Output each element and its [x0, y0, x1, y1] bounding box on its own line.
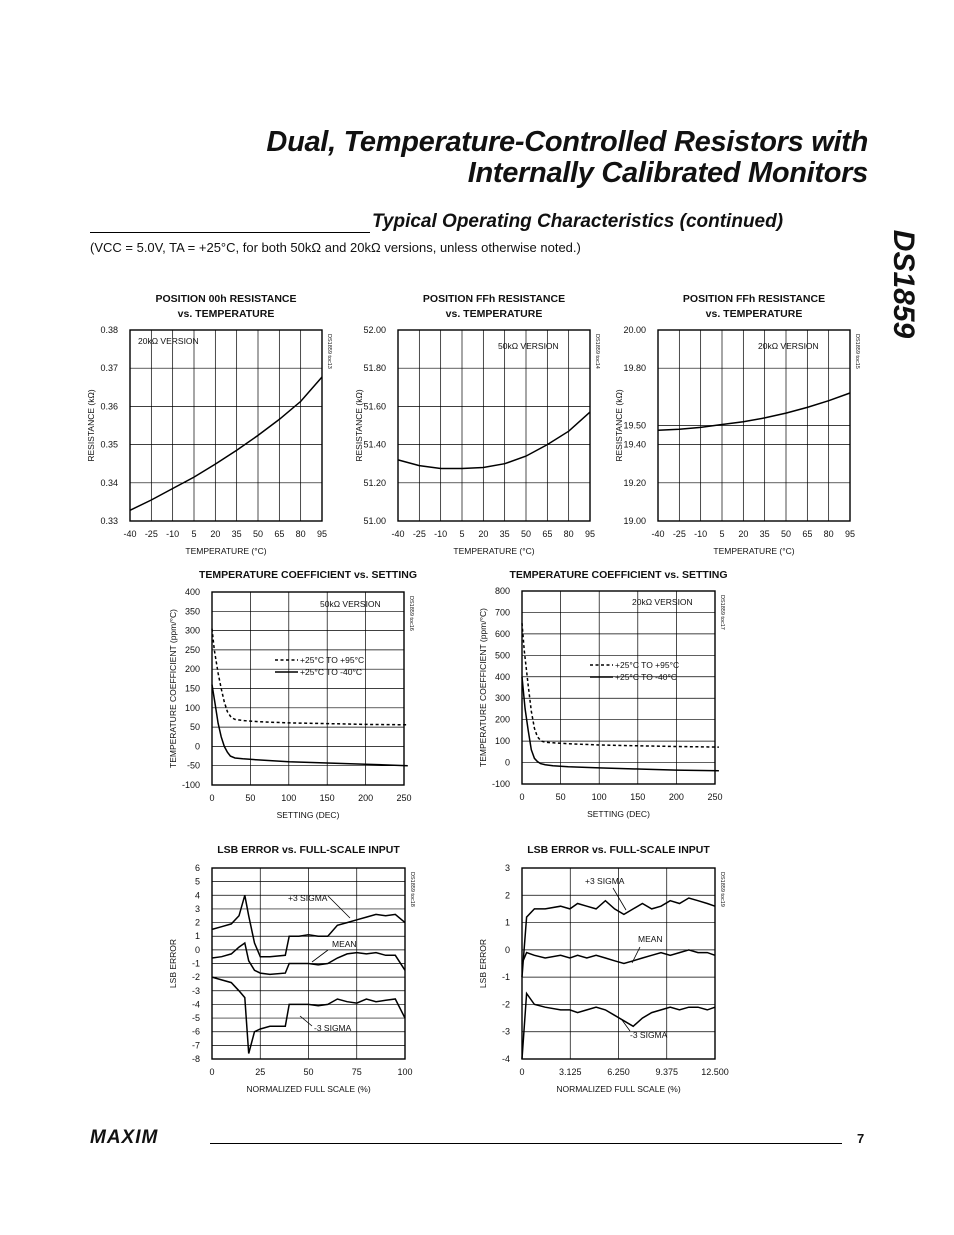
version-annotation: 20kΩ VERSION [632, 597, 693, 607]
y-tick-label: -8 [191, 1054, 200, 1064]
chart-tempco-50k [160, 563, 430, 823]
x-tick-label: 20 [478, 529, 489, 539]
series-label: MEAN [332, 939, 357, 949]
version-annotation: 50kΩ VERSION [498, 341, 559, 351]
y-tick-label: 250 [184, 644, 200, 655]
y-tick-label: 3 [504, 863, 510, 873]
x-tick-label: 0 [209, 793, 215, 803]
figure-code: DS1859 toc14 [594, 334, 600, 369]
document-title-line-2: Internally Calibrated Monitors [467, 157, 868, 189]
maxim-logo-text: MAXIM [90, 1128, 159, 1146]
x-tick-label: 150 [319, 793, 335, 803]
y-tick-label: 200 [184, 664, 200, 675]
x-tick-label: 100 [281, 793, 297, 803]
series-line [130, 377, 322, 510]
y-tick-label: 19.20 [623, 477, 646, 488]
x-tick-label: 0 [519, 1067, 525, 1077]
section-title: Typical Operating Characteristics (continued) [372, 211, 784, 232]
x-axis-label: TEMPERATURE (°C) [185, 546, 267, 556]
y-tick-label: 19.80 [623, 363, 646, 374]
x-tick-label: 95 [844, 529, 856, 539]
x-tick-label: -10 [694, 529, 708, 539]
series-line [658, 393, 850, 430]
y-tick-label: 51.60 [363, 401, 386, 412]
x-tick-label: 80 [295, 529, 306, 539]
x-tick-label: 3.125 [558, 1067, 582, 1077]
chart-title-line: POSITION FFh RESISTANCE [422, 293, 566, 305]
chart-title-line: vs. TEMPERATURE [445, 308, 543, 320]
x-tick-label: -40 [123, 529, 137, 539]
plot-frame [130, 330, 322, 521]
x-tick-label: 6.250 [607, 1067, 630, 1077]
series-label: +3 SIGMA [288, 893, 328, 903]
y-tick-label: 0 [504, 757, 510, 768]
y-tick-label: 51.00 [363, 516, 386, 526]
legend-label: +25°C TO -40°C [300, 667, 362, 677]
x-tick-label: -40 [391, 529, 405, 539]
figure-code: DS1859 toc18 [409, 872, 415, 907]
x-tick-label: -10 [166, 529, 180, 539]
y-tick-label: 200 [494, 714, 510, 725]
y-tick-label: 400 [494, 671, 510, 682]
x-tick-label: 200 [668, 792, 684, 802]
x-tick-label: 250 [707, 792, 723, 802]
chart-title-line: POSITION 00h RESISTANCE [155, 293, 297, 305]
y-axis-label: LSB ERROR [478, 938, 488, 989]
y-tick-label: 100 [184, 702, 200, 713]
y-tick-label: 19.40 [623, 439, 646, 450]
y-tick-label: -3 [191, 985, 200, 996]
x-tick-label: 100 [591, 792, 607, 802]
figure-code: DS1859 toc19 [719, 872, 725, 907]
y-tick-label: -1 [191, 958, 200, 969]
series-label: +3 SIGMA [585, 876, 625, 886]
y-tick-label: 19.00 [623, 516, 646, 526]
y-tick-label: 5 [194, 876, 200, 887]
y-tick-label: 1 [194, 931, 200, 942]
version-annotation: 20kΩ VERSION [138, 336, 199, 346]
chart-title-line: vs. TEMPERATURE [705, 308, 803, 320]
section-rule [90, 232, 370, 233]
x-tick-label: 100 [397, 1067, 413, 1077]
series-label-leader [300, 1016, 312, 1026]
x-tick-label: 50 [780, 529, 792, 539]
y-tick-label: -6 [191, 1026, 200, 1037]
y-tick-label: 1 [504, 917, 510, 928]
y-tick-label: 0.35 [100, 439, 118, 450]
x-tick-label: 35 [759, 529, 770, 539]
y-tick-label: 400 [184, 587, 200, 597]
series-label-leader [328, 896, 350, 918]
y-axis-label: TEMPERATURE COEFFICIENT (ppm/°C) [478, 608, 488, 767]
x-tick-label: -25 [412, 529, 426, 539]
x-tick-label: 80 [823, 529, 834, 539]
y-tick-label: -7 [191, 1040, 200, 1051]
y-tick-label: 0.37 [100, 363, 118, 374]
x-tick-label: 12.500 [701, 1067, 729, 1077]
footer-rule [210, 1143, 842, 1144]
y-tick-label: 51.40 [363, 439, 386, 450]
chart-title-line: TEMPERATURE COEFFICIENT vs. SETTING [509, 569, 728, 581]
chart-position-ffh-resistance-50k [338, 288, 608, 560]
chart-title-line: TEMPERATURE COEFFICIENT vs. SETTING [199, 569, 417, 581]
y-tick-label: -100 [491, 779, 510, 789]
x-tick-label: -40 [651, 529, 665, 539]
y-tick-label: 0 [194, 944, 200, 955]
y-axis-label: RESISTANCE (kΩ) [86, 389, 96, 462]
y-tick-label: 3 [194, 903, 200, 914]
y-tick-label: 50 [189, 722, 200, 733]
x-tick-label: 50 [245, 793, 256, 803]
x-axis-label: NORMALIZED FULL SCALE (%) [556, 1084, 681, 1094]
x-tick-label: 0 [519, 792, 525, 802]
y-tick-label: 300 [494, 693, 510, 704]
y-tick-label: -5 [191, 1013, 200, 1024]
part-number-side-title [872, 214, 932, 354]
y-tick-label: 700 [494, 607, 510, 618]
document-title-line-1: Dual, Temperature-Controlled Resistors with [266, 126, 868, 158]
y-tick-label: 6 [194, 863, 200, 873]
x-tick-label: -25 [144, 529, 158, 539]
series-line [522, 677, 719, 771]
x-tick-label: 50 [520, 529, 532, 539]
series-label-leader [312, 950, 328, 962]
maxim-logo [90, 1128, 202, 1146]
y-tick-label: -4 [501, 1054, 510, 1064]
x-tick-label: 25 [255, 1067, 266, 1077]
x-tick-label: 150 [630, 792, 646, 802]
y-tick-label: 500 [494, 650, 510, 661]
y-tick-label: 600 [494, 628, 510, 639]
y-tick-label: 0 [194, 741, 200, 752]
x-tick-label: 200 [358, 793, 374, 803]
test-conditions: (VCC = 5.0V, TA = +25°C, for both 50kΩ and 20kΩ versions, unless otherwise noted.) [90, 240, 581, 255]
x-tick-label: 65 [802, 529, 813, 539]
series-label: -3 SIGMA [314, 1023, 352, 1033]
y-tick-label: -1 [501, 972, 510, 983]
y-tick-label: 20.00 [623, 325, 646, 335]
x-tick-label: 35 [231, 529, 242, 539]
series-label-leader [613, 888, 626, 910]
chart-lsb-error-zoom [470, 838, 740, 1098]
y-tick-label: -100 [181, 780, 200, 790]
x-tick-label: 5 [719, 529, 725, 539]
plot-frame [522, 591, 715, 784]
chart-position-ffh-resistance-20k [598, 288, 868, 560]
plot-frame [398, 330, 590, 521]
x-tick-label: 20 [738, 529, 749, 539]
chart-title-line: LSB ERROR vs. FULL-SCALE INPUT [527, 844, 710, 856]
y-axis-label: TEMPERATURE COEFFICIENT (ppm/°C) [168, 609, 178, 768]
y-tick-label: -3 [501, 1026, 510, 1037]
x-tick-label: -25 [672, 529, 686, 539]
y-tick-label: 350 [184, 606, 200, 617]
x-tick-label: 50 [252, 529, 264, 539]
legend-label: +25°C TO +95°C [300, 655, 365, 665]
series-label: -3 SIGMA [630, 1030, 668, 1040]
x-tick-label: 5 [191, 529, 197, 539]
y-tick-label: -2 [501, 999, 510, 1010]
y-tick-label: 0.36 [100, 401, 118, 412]
page-number: 7 [857, 1131, 865, 1146]
x-tick-label: 75 [351, 1067, 362, 1077]
chart-tempco-20k [470, 563, 740, 823]
x-tick-label: -10 [434, 529, 448, 539]
version-annotation: 50kΩ VERSION [320, 599, 381, 609]
series-label: MEAN [638, 934, 663, 944]
x-tick-label: 35 [499, 529, 510, 539]
chart-title-line: vs. TEMPERATURE [177, 308, 275, 320]
x-tick-label: 65 [542, 529, 553, 539]
chart-title-line: LSB ERROR vs. FULL-SCALE INPUT [217, 844, 400, 856]
x-tick-label: 0 [209, 1067, 215, 1077]
legend-label: +25°C TO -40°C [615, 672, 677, 682]
y-tick-label: 51.20 [363, 477, 386, 488]
figure-code: DS1859 toc15 [854, 334, 860, 369]
x-tick-label: 5 [459, 529, 465, 539]
x-axis-label: TEMPERATURE (°C) [453, 546, 535, 556]
y-axis-label: RESISTANCE (kΩ) [614, 389, 624, 462]
legend-label: +25°C TO +95°C [615, 660, 680, 670]
y-tick-label: -4 [191, 999, 200, 1010]
y-tick-label: -2 [191, 972, 200, 983]
x-tick-label: 9.375 [655, 1067, 679, 1077]
version-annotation: 20kΩ VERSION [758, 341, 819, 351]
y-axis-label: RESISTANCE (kΩ) [354, 389, 364, 462]
x-tick-label: 95 [316, 529, 328, 539]
y-tick-label: 2 [504, 890, 510, 901]
x-axis-label: TEMPERATURE (°C) [713, 546, 795, 556]
x-tick-label: 95 [584, 529, 596, 539]
y-tick-label: 19.50 [623, 420, 646, 431]
chart-title-line: POSITION FFh RESISTANCE [682, 293, 826, 305]
x-axis-label: SETTING (DEC) [276, 810, 340, 820]
y-tick-label: 0 [504, 944, 510, 955]
y-tick-label: 150 [184, 683, 200, 694]
y-tick-label: 0.38 [100, 325, 118, 335]
x-tick-label: 65 [274, 529, 285, 539]
x-tick-label: 50 [303, 1067, 314, 1077]
x-tick-label: 50 [555, 792, 566, 802]
figure-code: DS1859 toc13 [326, 334, 332, 369]
y-tick-label: 52.00 [363, 325, 386, 335]
series-line [522, 623, 719, 747]
x-axis-label: SETTING (DEC) [587, 809, 650, 819]
figure-code: DS1859 toc17 [719, 595, 725, 630]
y-tick-label: 51.80 [363, 363, 386, 374]
y-tick-label: 4 [194, 890, 200, 901]
y-tick-label: 2 [194, 917, 200, 928]
series-line [398, 412, 590, 468]
part-number-text: DS1859 [887, 229, 921, 339]
chart-position-00h-resistance [70, 288, 340, 560]
x-tick-label: 250 [396, 793, 412, 803]
y-tick-label: 100 [494, 736, 510, 747]
y-tick-label: -50 [186, 760, 200, 771]
chart-lsb-error-full [160, 838, 430, 1098]
x-tick-label: 80 [563, 529, 574, 539]
y-tick-label: 300 [184, 625, 200, 636]
y-tick-label: 0.34 [100, 477, 118, 488]
y-axis-label: LSB ERROR [168, 938, 178, 989]
figure-code: DS1859 toc16 [408, 596, 414, 631]
x-tick-label: 20 [210, 529, 221, 539]
x-axis-label: NORMALIZED FULL SCALE (%) [246, 1084, 371, 1094]
y-tick-label: 0.33 [100, 516, 118, 526]
y-tick-label: 800 [494, 586, 510, 596]
